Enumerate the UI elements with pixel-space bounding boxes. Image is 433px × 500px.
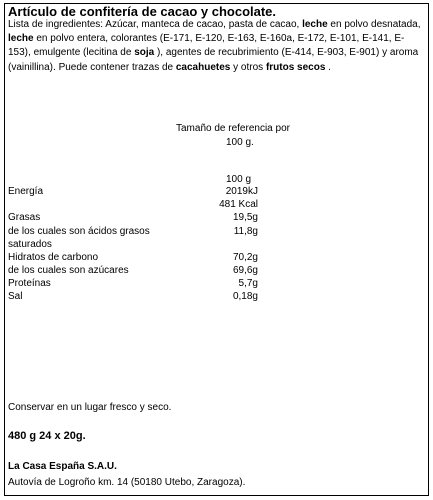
company-address: Autovía de Logroño km. 14 (50180 Utebo, Zaragoza). [8,477,246,488]
ingredients-list [8,18,426,75]
label-frame [4,3,429,496]
allergen-milk: leche [302,19,328,30]
nutrient-value: 69,6g [232,265,258,276]
nutrient-value: 2019kJ [225,186,258,197]
storage-instructions: Conservar en un lugar fresco y seco. [8,402,172,413]
nutrient-name: Proteínas [8,278,51,289]
nutrient-name: Energía [8,186,44,197]
allergen-peanuts: cacahuetes [175,61,231,73]
nutrient-value: 5,7g [238,278,258,289]
reference-size-value: 100 g. [226,137,254,148]
ingredients-segment: en polvo desnatada, [327,19,421,30]
ingredients-segment: y otros [230,61,266,73]
allergen-milk: leche [8,33,34,45]
ingredients-segment: en polvo entera, colorantes (E-171, E-120, E-163, E-160a, E-172, E-101, E-141, E-153), emulgente (lecitina de [8,33,405,59]
ingredients-segment: . [325,61,331,73]
nutrient-name: Sal [8,291,23,302]
reference-size-label: Tamaño de referencia por [176,123,290,134]
allergen-soy: soja [134,47,155,59]
ingredients-segment: ), agentes de recubrimiento (E-414, E-903, E-901) y aroma (vainillina). Puede contener trazas de [8,47,419,73]
company-name: La Casa España S.A.U. [8,461,117,472]
allergen-nuts: frutos secos [265,61,326,73]
nutrient-name: de los cuales son azúcares [8,265,129,276]
nutrient-name: Hidratos de carbono [8,252,99,263]
nutrient-value: 19,5g [232,212,258,223]
nutrient-name: saturados [8,239,52,250]
serving-header: 100 g [226,174,252,185]
nutrient-value: 11,8g [233,226,258,237]
nutrient-name: de los cuales son ácidos grasos [8,226,150,237]
net-weight: 480 g 24 x 20g. [8,430,86,442]
ingredients-segment: Lista de ingredientes: Azúcar, manteca de cacao, pasta de cacao, [8,19,303,30]
product-title: Artículo de confitería de cacao y chocolate. [8,4,277,19]
nutrient-value: 0,18g [232,291,258,302]
nutrient-value: 481 Kcal [219,199,258,210]
nutrient-name: Grasas [8,212,41,223]
nutrient-value: 70,2g [232,252,258,263]
